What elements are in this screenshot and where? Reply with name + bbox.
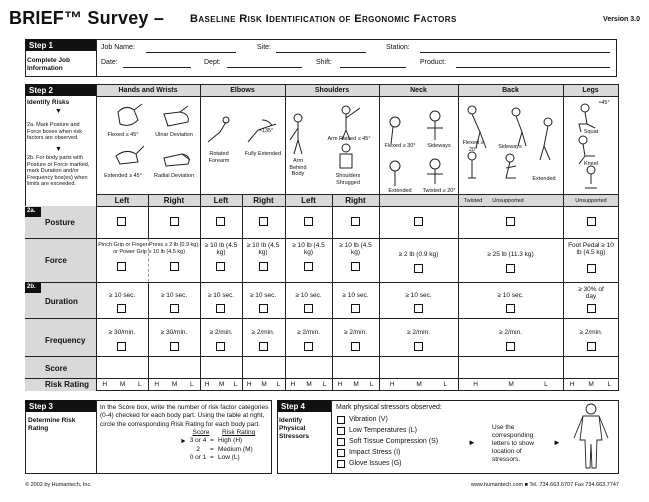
stressor-softtissue-label: Soft Tissue Compression (S) <box>349 438 439 445</box>
arrow-icon: ► <box>180 438 187 445</box>
region-shoulders: Shoulders <box>314 87 350 94</box>
job-name-label: Job Name: <box>101 44 135 51</box>
step3-label: Step 3 <box>25 400 96 412</box>
row-risk-rating: Risk Rating <box>45 380 90 389</box>
force-hw-text: Pinch Grip or Finger Press ≥ 2 lb (0.9 kg), or Power Grip ≥ 10 lb (4.5 kg) <box>98 242 200 255</box>
force-el-right-text: ≥ 10 lb (4.5 kg) <box>246 242 280 256</box>
force-el-right[interactable] <box>259 262 268 271</box>
force-neck[interactable] <box>414 264 423 273</box>
site-field[interactable] <box>276 44 366 53</box>
label-el-rotated: Rotated Forearm <box>208 151 230 164</box>
label-lg-squat: Squat <box>583 129 599 135</box>
dur-sh-right[interactable] <box>351 304 360 313</box>
risk-hw-right[interactable]: H M L <box>154 381 194 388</box>
legs-figures <box>565 98 617 192</box>
freq-back-text: ≥ 2/min. <box>498 329 523 336</box>
force-back-text: ≥ 25 lb (11.3 kg) <box>487 251 534 258</box>
stressor-glove-checkbox[interactable] <box>337 460 345 468</box>
dur-sh-right-text: ≥ 10 sec. <box>342 292 369 299</box>
step1-desc: Complete Job Information <box>27 57 70 72</box>
freq-neck-text: ≥ 2/min. <box>406 329 431 336</box>
station-field[interactable] <box>420 44 610 53</box>
label-lg-unsupported: Unsupported <box>575 198 607 204</box>
risk-legs[interactable]: H M L <box>569 381 612 388</box>
step3-desc: Determine Risk Rating <box>28 417 76 432</box>
force-back[interactable] <box>506 264 515 273</box>
freq-el-right-text: ≥ 2/min. <box>251 329 275 336</box>
step4-desc: Identify Physical Stressors <box>279 417 309 440</box>
label-nk-extended: Extended <box>388 188 412 194</box>
freq-legs-text: ≥ 2/min. <box>579 329 603 336</box>
region-neck: Neck <box>410 87 427 94</box>
risk-el-right[interactable]: H M L <box>246 381 281 388</box>
survey-title: BRIEF™ Survey – <box>9 8 165 28</box>
posture-el-left[interactable] <box>216 217 225 226</box>
label-bk-extended: Extended <box>532 176 556 182</box>
risk-sh-right[interactable]: H M L <box>337 381 374 388</box>
force-neck-text: ≥ 2 lb (0.9 kg) <box>398 251 439 258</box>
dur-el-right[interactable] <box>259 304 268 313</box>
force-sh-left[interactable] <box>304 262 313 271</box>
freq-sh-left-text: ≥ 2/min. <box>296 329 321 336</box>
freq-legs[interactable] <box>587 342 596 351</box>
site-label: Site: <box>257 44 272 51</box>
tag-2b: 2b. <box>25 283 41 293</box>
stressor-softtissue-checkbox[interactable] <box>337 438 345 446</box>
row-duration: Duration <box>45 297 78 306</box>
force-hw-right[interactable] <box>170 262 179 271</box>
dur-hw-left[interactable] <box>117 304 126 313</box>
posture-hw-right[interactable] <box>170 217 179 226</box>
posture-sh-left[interactable] <box>304 217 313 226</box>
dur-neck[interactable] <box>414 304 423 313</box>
label-sh-shrugged: Shoulders Shrugged <box>335 173 361 186</box>
stressor-vibration-checkbox[interactable] <box>337 416 345 424</box>
dur-sh-left-text: ≥ 10 sec. <box>295 292 322 299</box>
dur-el-left-text: ≥ 10 sec. <box>207 292 235 299</box>
force-legs[interactable] <box>587 264 596 273</box>
posture-sh-right[interactable] <box>351 217 360 226</box>
force-el-left[interactable] <box>216 262 225 271</box>
el-right-header: Right <box>253 196 274 205</box>
dur-neck-text: ≥ 10 sec. <box>405 292 432 299</box>
step3-text: In the Score box, write the number of risk factor categories (0-4) checked for each body part. Using the table at right, circle the corresponding Risk Rating for each body part. <box>100 404 269 428</box>
step4-label: Step 4 <box>277 400 331 412</box>
date-label: Date: <box>101 59 118 66</box>
survey-subtitle: Baseline Risk Identification of Ergonomic Factors <box>190 13 457 25</box>
dur-sh-left[interactable] <box>304 304 313 313</box>
shift-field[interactable] <box>340 59 406 68</box>
row-force: Force <box>45 256 67 265</box>
risk-hw-left[interactable]: H M L <box>102 381 142 388</box>
stressor-lowtemp-label: Low Temperatures (L) <box>349 427 417 434</box>
footer-contact: www.humantech.com ■ Tel. 734.663.6707 Fax 734.663.7747 <box>470 482 619 488</box>
freq-back[interactable] <box>506 342 515 351</box>
note-2a: 2a. Mark Posture and Force boxes when risk factors are observed. <box>27 122 83 141</box>
row-score: Score <box>45 364 68 373</box>
hw-right-header: Right <box>163 196 185 205</box>
freq-el-right[interactable] <box>259 342 268 351</box>
risk-back[interactable]: H M L <box>473 381 548 388</box>
label-lg-kneel: Kneel <box>583 161 599 167</box>
freq-el-left-text: ≥ 2/min. <box>209 329 233 336</box>
label-nk-flexed: Flexed ≥ 30° <box>384 143 416 149</box>
risk-sh-left[interactable]: H M L <box>290 381 327 388</box>
force-sh-right-text: ≥ 10 lb (4.5 kg) <box>339 242 372 256</box>
label-bk-unsupported: Unsupported <box>492 198 524 204</box>
date-field[interactable] <box>123 59 191 68</box>
dur-el-left[interactable] <box>216 304 225 313</box>
freq-sh-left[interactable] <box>304 342 313 351</box>
body-outline-figure[interactable] <box>566 402 616 472</box>
dur-back[interactable] <box>506 304 515 313</box>
version-label: Version 3.0 <box>603 16 640 23</box>
label-nk-twisted: Twisted ≥ 20° <box>422 188 456 194</box>
hw-left-header: Left <box>114 196 130 205</box>
posture-el-right[interactable] <box>259 217 268 226</box>
risk-neck[interactable]: H M L <box>389 381 448 388</box>
row-posture: Posture <box>45 218 75 227</box>
label-hw-extended: Extended ≥ 45° <box>104 173 142 179</box>
dur-legs[interactable] <box>587 304 596 313</box>
label-lg-angle: ≈45° <box>598 100 610 106</box>
freq-neck[interactable] <box>414 342 423 351</box>
label-sh-behind: Arm Behind Body <box>289 158 307 177</box>
label-sh-raised: Arm Raised ≥ 45° <box>327 136 371 142</box>
freq-sh-right-text: ≥ 2/min. <box>343 329 368 336</box>
stressor-impact-checkbox[interactable] <box>337 449 345 457</box>
dept-field[interactable] <box>227 59 302 68</box>
dur-legs-text: ≥ 30% of day <box>578 286 604 300</box>
label-hw-flexed: Flexed ≥ 45° <box>107 132 139 138</box>
force-legs-text: Foot Pedal ≥ 10 lb (4.5 kg) <box>568 242 614 256</box>
row-frequency: Frequency <box>45 336 86 345</box>
stressor-glove-label: Glove Issues (G) <box>349 460 402 467</box>
freq-sh-right[interactable] <box>351 342 360 351</box>
dur-hw-right[interactable] <box>170 304 179 313</box>
posture-back[interactable] <box>506 217 515 226</box>
force-sh-right[interactable] <box>351 262 360 271</box>
label-bk-twisted: Twisted <box>463 198 483 204</box>
freq-el-left[interactable] <box>216 342 225 351</box>
station-label: Station: <box>386 44 410 51</box>
label-hw-ulnar: Ulnar Deviation <box>155 132 193 138</box>
product-label: Product: <box>420 59 447 66</box>
force-sh-left-text: ≥ 10 lb (4.5 kg) <box>292 242 325 256</box>
freq-hw-left[interactable] <box>117 342 126 351</box>
sh-right-header: Right <box>345 196 366 205</box>
label-bk-flexed: Flexed ≥ 20° <box>462 140 484 153</box>
force-el-left-text: ≥ 10 lb (4.5 kg) <box>204 242 238 256</box>
step1-label: Step 1 <box>25 39 96 51</box>
region-back: Back <box>502 87 519 94</box>
label-el-angle: ≈135° <box>258 128 274 134</box>
region-hands-wrists: Hands and Wrists <box>118 87 178 94</box>
dur-hw-left-text: ≥ 10 sec. <box>108 292 136 299</box>
el-left-header: Left <box>213 196 229 205</box>
freq-hw-right[interactable] <box>170 342 179 351</box>
label-hw-radial: Radial Deviation <box>153 173 195 179</box>
arrow-right-icon: ► <box>468 438 476 447</box>
step4-instructions: Use the corresponding letters to show location of stressors. <box>492 424 534 463</box>
region-elbows: Elbows <box>230 87 255 94</box>
risk-rating-table: Score Risk Rating 3 or 4 = High (H) 2 = Medium (M) 0 or 1 = Low (L) <box>189 429 256 461</box>
stressor-lowtemp-checkbox[interactable] <box>337 427 345 435</box>
tag-2a: 2a. <box>25 207 41 217</box>
dur-back-text: ≥ 10 sec. <box>497 292 524 299</box>
force-hw-left[interactable] <box>117 262 126 271</box>
posture-hw-left[interactable] <box>117 217 126 226</box>
freq-hw-right-text: ≥ 30/min. <box>160 329 188 336</box>
region-legs: Legs <box>582 87 599 94</box>
step2-label: Step 2 <box>25 84 96 96</box>
label-bk-sideways: Sideways <box>498 144 522 150</box>
label-el-extended: Fully Extended <box>244 151 282 157</box>
product-field[interactable] <box>456 59 610 68</box>
posture-legs[interactable] <box>587 217 596 226</box>
stressor-impact-label: Impact Stress (I) <box>349 449 401 456</box>
job-name-field[interactable] <box>146 44 236 53</box>
identify-risks: Identify Risks <box>27 99 70 106</box>
label-nk-sideways: Sideways <box>427 143 451 149</box>
step4-prompt: Mark physical stressors observed: <box>336 404 442 411</box>
shift-label: Shift: <box>316 59 332 66</box>
freq-hw-left-text: ≥ 30/min. <box>108 329 136 336</box>
dept-label: Dept: <box>204 59 221 66</box>
stressor-vibration-label: Vibration (V) <box>349 416 388 423</box>
footer-copyright: © 2002 by Humantech, Inc. <box>25 482 92 488</box>
arrow-right-icon-2: ► <box>553 438 561 447</box>
risk-el-left[interactable]: H M L <box>204 381 238 388</box>
posture-neck[interactable] <box>414 217 423 226</box>
dur-el-right-text: ≥ 10 sec. <box>249 292 277 299</box>
note-2b: 2b. For body parts with Posture or Force marked, mark Duration and/or Frequency box(es) when limits are exceeded. <box>27 155 90 187</box>
dur-hw-right-text: ≥ 10 sec. <box>160 292 188 299</box>
sh-left-header: Left <box>301 196 316 205</box>
